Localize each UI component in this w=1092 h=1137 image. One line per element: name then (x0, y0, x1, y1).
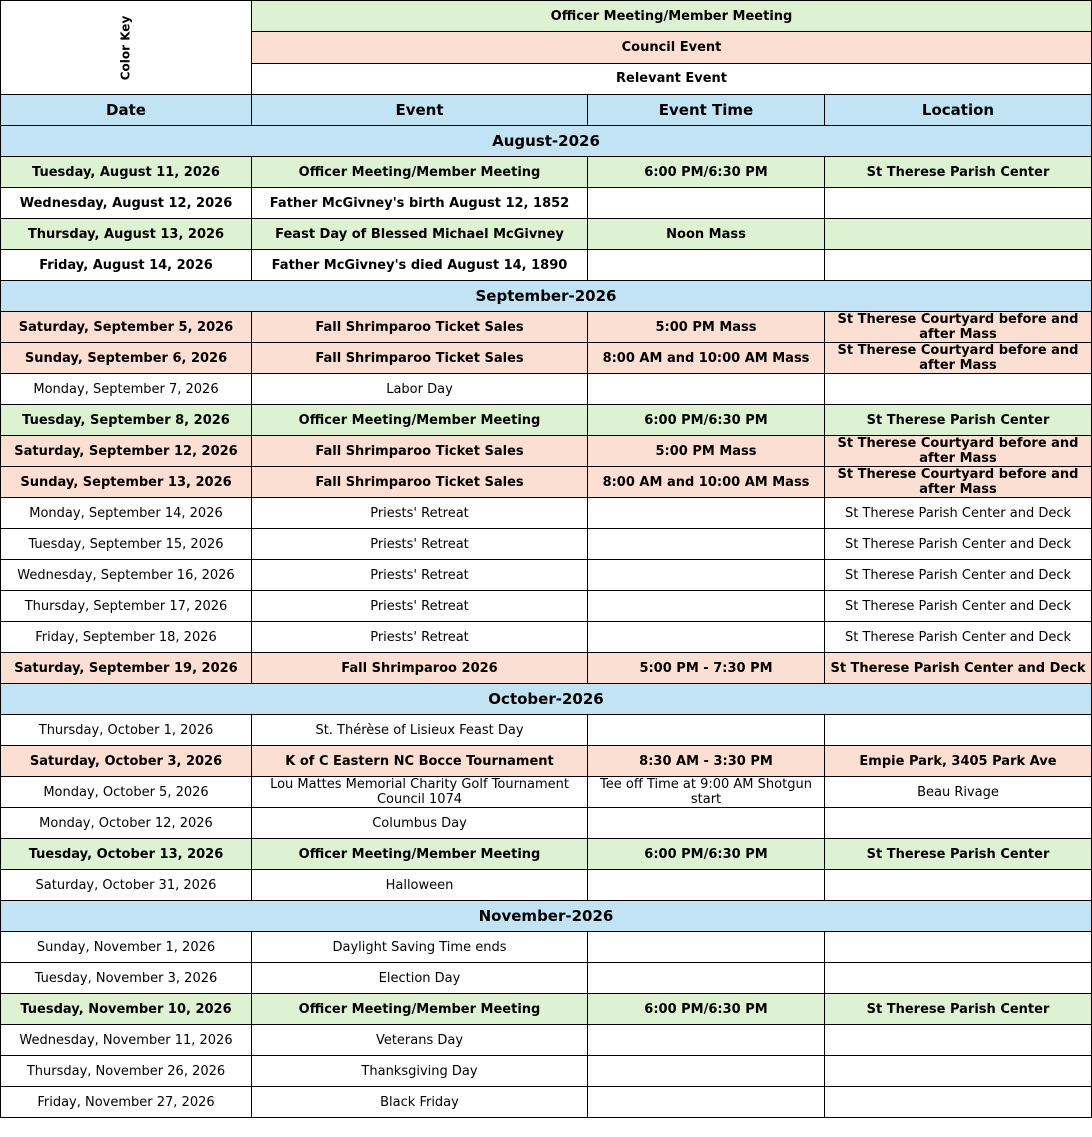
event-row (1, 963, 1092, 994)
event-event-cell: Priests' Retreat (252, 560, 588, 591)
event-event-cell: Veterans Day (252, 1025, 588, 1056)
event-time-cell (588, 1087, 825, 1118)
event-date-cell: Saturday, September 5, 2026 (1, 312, 252, 343)
event-date-cell: Sunday, September 6, 2026 (1, 343, 252, 374)
event-time-cell: 5:00 PM Mass (588, 436, 825, 467)
event-row (1, 219, 1092, 250)
event-row (1, 343, 1092, 374)
event-date-cell: Wednesday, November 11, 2026 (1, 1025, 252, 1056)
event-time-cell (588, 622, 825, 653)
event-date-cell: Wednesday, September 16, 2026 (1, 560, 252, 591)
event-event-cell: K of C Eastern NC Bocce Tournament (252, 746, 588, 777)
event-event-cell: Election Day (252, 963, 588, 994)
event-date-cell: Tuesday, September 8, 2026 (1, 405, 252, 436)
event-time-cell: 8:00 AM and 10:00 AM Mass (588, 467, 825, 498)
event-event-cell: Officer Meeting/Member Meeting (252, 839, 588, 870)
event-location-cell (825, 374, 1092, 405)
event-date-cell: Monday, September 7, 2026 (1, 374, 252, 405)
event-row (1, 250, 1092, 281)
event-row (1, 591, 1092, 622)
event-event-cell: Labor Day (252, 374, 588, 405)
event-location-cell: St Therese Courtyard before and after Mass (825, 436, 1092, 467)
month-header-row (1, 126, 1092, 157)
event-date-cell: Thursday, November 26, 2026 (1, 1056, 252, 1087)
event-time-cell (588, 932, 825, 963)
event-row (1, 498, 1092, 529)
event-date-cell: Saturday, October 3, 2026 (1, 746, 252, 777)
column-header-date: Date (1, 95, 252, 126)
event-location-cell: St Therese Parish Center and Deck (825, 529, 1092, 560)
event-row (1, 622, 1092, 653)
month-title: October-2026 (1, 684, 1092, 715)
event-event-cell: Father McGivney's died August 14, 1890 (252, 250, 588, 281)
event-row (1, 312, 1092, 343)
color-key-officer: Officer Meeting/Member Meeting (252, 1, 1092, 32)
event-row (1, 405, 1092, 436)
event-time-cell: 5:00 PM Mass (588, 312, 825, 343)
event-location-cell: Beau Rivage (825, 777, 1092, 808)
event-date-cell: Wednesday, August 12, 2026 (1, 188, 252, 219)
event-date-cell: Saturday, October 31, 2026 (1, 870, 252, 901)
event-time-cell: 5:00 PM - 7:30 PM (588, 653, 825, 684)
event-location-cell (825, 963, 1092, 994)
event-event-cell: Priests' Retreat (252, 622, 588, 653)
event-event-cell: Daylight Saving Time ends (252, 932, 588, 963)
month-title: August-2026 (1, 126, 1092, 157)
event-location-cell: St Therese Courtyard before and after Mass (825, 312, 1092, 343)
event-event-cell: Priests' Retreat (252, 591, 588, 622)
month-title: November-2026 (1, 901, 1092, 932)
event-event-cell: Priests' Retreat (252, 498, 588, 529)
event-time-cell: 6:00 PM/6:30 PM (588, 157, 825, 188)
event-row (1, 1087, 1092, 1118)
event-time-cell (588, 963, 825, 994)
event-date-cell: Monday, October 12, 2026 (1, 808, 252, 839)
event-event-cell: Fall Shrimparoo Ticket Sales (252, 312, 588, 343)
event-date-cell: Friday, November 27, 2026 (1, 1087, 252, 1118)
event-row (1, 808, 1092, 839)
event-date-cell: Monday, October 5, 2026 (1, 777, 252, 808)
event-location-cell (825, 188, 1092, 219)
event-row (1, 746, 1092, 777)
event-date-cell: Tuesday, October 13, 2026 (1, 839, 252, 870)
month-header-row (1, 684, 1092, 715)
event-time-cell (588, 250, 825, 281)
event-row (1, 839, 1092, 870)
event-row (1, 870, 1092, 901)
event-location-cell: St Therese Parish Center (825, 994, 1092, 1025)
event-event-cell: Feast Day of Blessed Michael McGivney (252, 219, 588, 250)
event-location-cell: St Therese Parish Center and Deck (825, 591, 1092, 622)
month-header-row (1, 281, 1092, 312)
event-row (1, 374, 1092, 405)
event-time-cell (588, 560, 825, 591)
event-row (1, 436, 1092, 467)
event-event-cell: Black Friday (252, 1087, 588, 1118)
event-event-cell: Priests' Retreat (252, 529, 588, 560)
event-time-cell (588, 1025, 825, 1056)
event-row (1, 653, 1092, 684)
event-event-cell: Fall Shrimparoo 2026 (252, 653, 588, 684)
event-time-cell: 8:30 AM - 3:30 PM (588, 746, 825, 777)
event-event-cell: Officer Meeting/Member Meeting (252, 994, 588, 1025)
event-date-cell: Thursday, August 13, 2026 (1, 219, 252, 250)
event-event-cell: St. Thérèse of Lisieux Feast Day (252, 715, 588, 746)
event-date-cell: Tuesday, August 11, 2026 (1, 157, 252, 188)
event-date-cell: Thursday, September 17, 2026 (1, 591, 252, 622)
event-location-cell: St Therese Parish Center (825, 157, 1092, 188)
event-date-cell: Friday, August 14, 2026 (1, 250, 252, 281)
event-row (1, 560, 1092, 591)
event-row (1, 1056, 1092, 1087)
event-time-cell (588, 188, 825, 219)
event-time-cell: Noon Mass (588, 219, 825, 250)
event-location-cell (825, 932, 1092, 963)
event-time-cell (588, 374, 825, 405)
event-event-cell: Fall Shrimparoo Ticket Sales (252, 467, 588, 498)
event-row (1, 777, 1092, 808)
color-key-row-officer (1, 1, 1092, 32)
event-date-cell: Thursday, October 1, 2026 (1, 715, 252, 746)
column-header-row (1, 95, 1092, 126)
event-event-cell: Fall Shrimparoo Ticket Sales (252, 436, 588, 467)
event-location-cell (825, 715, 1092, 746)
event-event-cell: Fall Shrimparoo Ticket Sales (252, 343, 588, 374)
event-location-cell (825, 1056, 1092, 1087)
event-row (1, 467, 1092, 498)
event-time-cell: 6:00 PM/6:30 PM (588, 405, 825, 436)
event-event-cell: Officer Meeting/Member Meeting (252, 157, 588, 188)
event-time-cell (588, 715, 825, 746)
event-time-cell: 6:00 PM/6:30 PM (588, 839, 825, 870)
column-header-event: Event (252, 95, 588, 126)
color-key-label: Color Key (118, 15, 133, 81)
color-key-cell (1, 1, 252, 95)
event-event-cell: Halloween (252, 870, 588, 901)
event-row (1, 157, 1092, 188)
event-location-cell (825, 870, 1092, 901)
event-location-cell: St Therese Parish Center and Deck (825, 560, 1092, 591)
event-date-cell: Tuesday, September 15, 2026 (1, 529, 252, 560)
event-location-cell: St Therese Courtyard before and after Mass (825, 343, 1092, 374)
event-time-cell (588, 870, 825, 901)
event-row (1, 932, 1092, 963)
event-time-cell (588, 1056, 825, 1087)
event-location-cell: St Therese Parish Center (825, 839, 1092, 870)
event-date-cell: Tuesday, November 10, 2026 (1, 994, 252, 1025)
event-row (1, 715, 1092, 746)
event-location-cell: St Therese Parish Center and Deck (825, 653, 1092, 684)
event-date-cell: Saturday, September 19, 2026 (1, 653, 252, 684)
event-location-cell: St Therese Parish Center and Deck (825, 498, 1092, 529)
event-date-cell: Sunday, September 13, 2026 (1, 467, 252, 498)
event-row (1, 994, 1092, 1025)
event-time-cell: 6:00 PM/6:30 PM (588, 994, 825, 1025)
event-row (1, 1025, 1092, 1056)
event-date-cell: Saturday, September 12, 2026 (1, 436, 252, 467)
event-event-cell: Columbus Day (252, 808, 588, 839)
event-location-cell: Empie Park, 3405 Park Ave (825, 746, 1092, 777)
event-location-cell (825, 1025, 1092, 1056)
event-date-cell: Friday, September 18, 2026 (1, 622, 252, 653)
color-key-council: Council Event (252, 32, 1092, 63)
event-location-cell: St Therese Parish Center (825, 405, 1092, 436)
event-event-cell: Officer Meeting/Member Meeting (252, 405, 588, 436)
event-event-cell: Thanksgiving Day (252, 1056, 588, 1087)
event-row (1, 188, 1092, 219)
event-time-cell (588, 808, 825, 839)
event-date-cell: Tuesday, November 3, 2026 (1, 963, 252, 994)
event-location-cell (825, 808, 1092, 839)
event-date-cell: Monday, September 14, 2026 (1, 498, 252, 529)
event-location-cell (825, 219, 1092, 250)
event-event-cell: Lou Mattes Memorial Charity Golf Tournament Council 1074 (252, 777, 588, 808)
event-time-cell: Tee off Time at 9:00 AM Shotgun start (588, 777, 825, 808)
month-header-row (1, 901, 1092, 932)
event-location-cell: St Therese Parish Center and Deck (825, 622, 1092, 653)
month-title: September-2026 (1, 281, 1092, 312)
column-header-event-time: Event Time (588, 95, 825, 126)
color-key-relevant: Relevant Event (252, 63, 1092, 94)
event-time-cell: 8:00 AM and 10:00 AM Mass (588, 343, 825, 374)
event-location-cell: St Therese Courtyard before and after Mass (825, 467, 1092, 498)
calendar-body (1, 1, 1092, 1118)
event-date-cell: Sunday, November 1, 2026 (1, 932, 252, 963)
event-location-cell (825, 250, 1092, 281)
event-event-cell: Father McGivney's birth August 12, 1852 (252, 188, 588, 219)
event-time-cell (588, 529, 825, 560)
column-header-location: Location (825, 95, 1092, 126)
event-location-cell (825, 1087, 1092, 1118)
event-time-cell (588, 498, 825, 529)
event-row (1, 529, 1092, 560)
event-time-cell (588, 591, 825, 622)
